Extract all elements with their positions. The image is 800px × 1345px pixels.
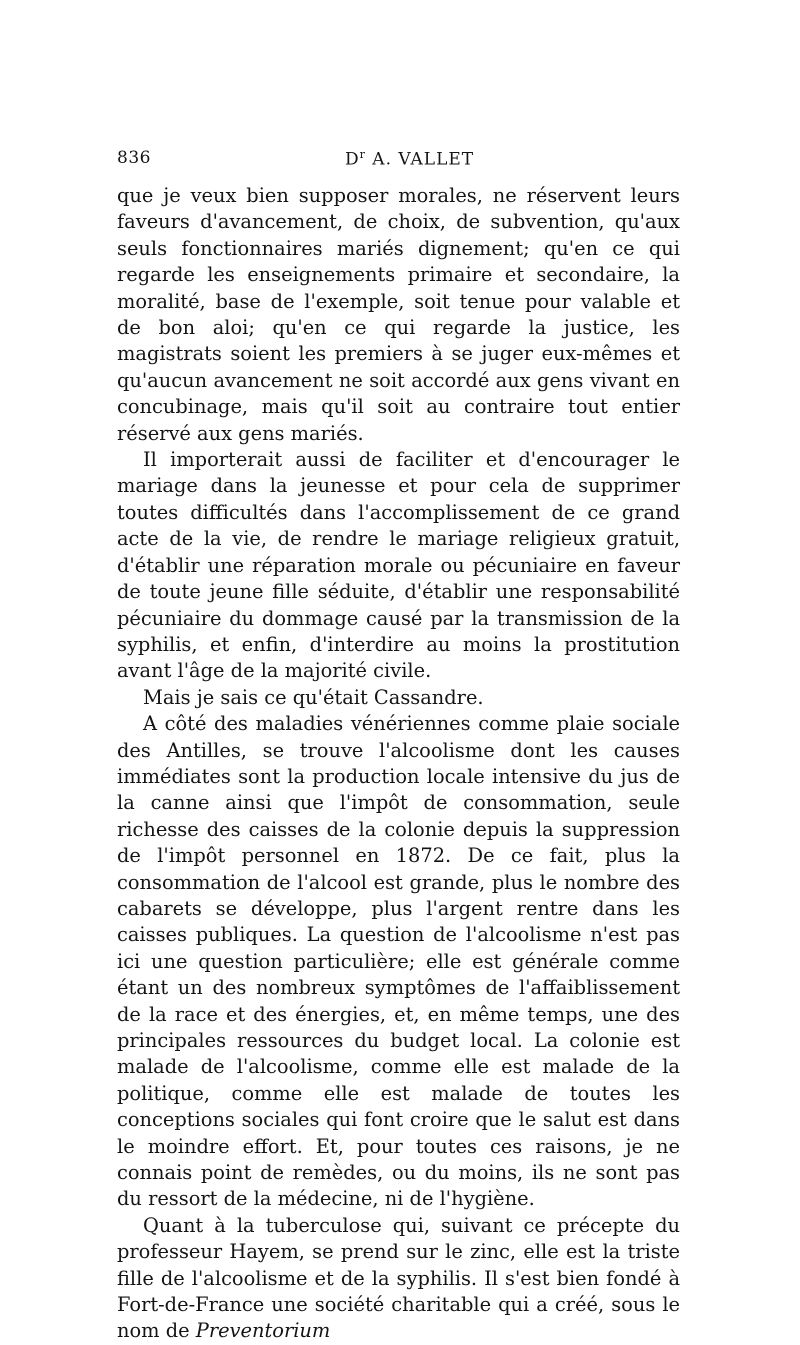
author-name: A. VALLET — [365, 149, 475, 170]
preventorium-term: Preventorium — [195, 1319, 331, 1343]
paragraph-2: Il importerait aussi de faciliter et d'encourager le mariage dans la jeunesse et pour cela de supprimer toutes difficultés dans l'accomplissement de ce grand acte de la vie, de rendre le mariage religieux gratuit, d'établir une réparation morale ou pécuniaire en faveur de toute jeune fille séduite, d'établir une responsabilité pécuniaire du dommage causé par la transmission de la syphilis, et enfin, d'interdire au moins la prostitution avant l'âge de la majorité civile. — [117, 448, 680, 683]
author-prefix: D — [345, 149, 360, 170]
paragraph-1: que je veux bien supposer morales, ne réservent leurs faveurs d'avancement, de choix, de subvention, qu'aux seuls fonctionnaires mariés dignement; qu'en ce qui regarde les enseignements primaire et secondaire, la moralité, base de l'exemple, soit tenue pour valable et de bon aloi; qu'en ce qui regarde la justice, les magistrats soient les premiers à se juger eux-mêmes et qu'aucun avancement ne soit accordé aux gens vivant en concubinage, mais qu'il soit au contraire tout entier réservé aux gens mariés. — [117, 184, 680, 445]
paragraph-4: A côté des maladies vénériennes comme plaie sociale des Antilles, se trouve l'alcoolisme dont les causes immédiates sont la production locale intensive du jus de la canne ainsi que l'impôt de consommation, seule richesse des caisses de la colonie depuis la suppression de l'impôt personnel en 1872. De ce fait, plus la consommation de l'alcool est grande, plus le nombre des cabarets se développe, plus l'argent rentre dans les caisses publiques. La question de l'alcoolisme n'est pas ici une question particulière; elle est générale comme étant un des nombreux symptômes de l'affaiblissement de la race et des énergies, et, en même temps, une des principales ressources du budget local. La colonie est malade de l'alcoolisme, comme elle est malade de la politique, comme elle est malade de toutes les conceptions sociales qui font croire que le salut est dans le moindre effort. Et, pour toutes ces raisons, je ne connais point de remèdes, ou du moins, ils ne sont pas du ressort de la médecine, ni de l'hygiène. — [117, 712, 680, 1211]
paragraph-5-text: Quant à la tuberculose qui, suivant ce précepte du professeur Hayem, se prend sur le zinc, elle est la triste fille de l'alcoolisme et de la syphilis. Il s'est bien fondé à Fort-de-France une société charitable qui a créé, sous le nom de — [117, 1213, 680, 1343]
body-text — [117, 183, 680, 1345]
author-prefix-superscript: r — [359, 148, 366, 161]
running-head — [345, 148, 474, 170]
page-header — [117, 148, 680, 172]
paragraph-3: Mais je sais ce qu'était Cassandre. — [143, 685, 484, 709]
paragraph-5 — [117, 1213, 680, 1345]
page-number: 836 — [117, 148, 151, 168]
